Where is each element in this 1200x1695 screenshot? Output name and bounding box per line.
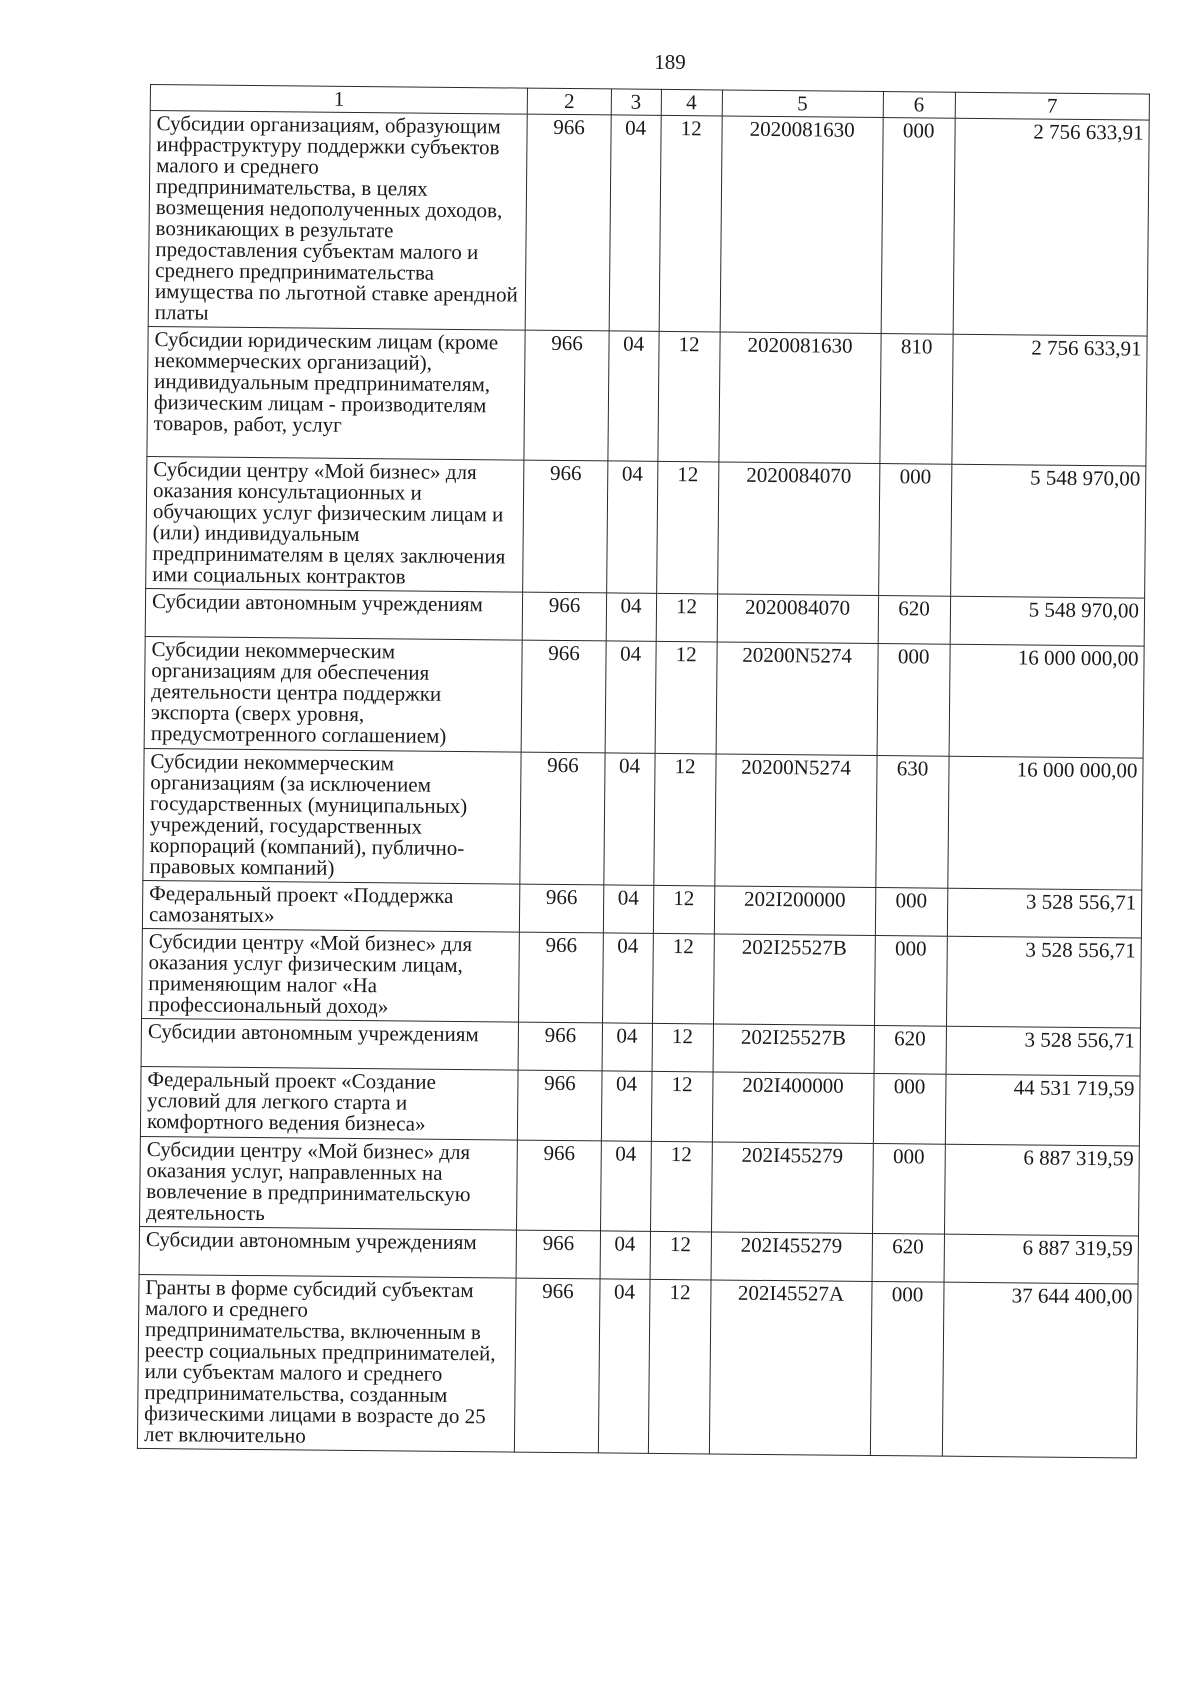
row-amount: 6 887 319,59 (944, 1144, 1139, 1236)
column-number: 3 (611, 89, 661, 115)
row-ministry-code: 966 (520, 752, 605, 885)
row-target-article-code: 20200N5274 (716, 642, 878, 756)
row-expense-type-code: 000 (877, 644, 950, 757)
row-description: Субсидии автономным учреждениям (141, 1018, 519, 1070)
row-target-article-code: 20200N5274 (714, 754, 876, 888)
row-subsection-code: 12 (651, 1071, 713, 1142)
row-subsection-code: 12 (652, 1023, 714, 1072)
row-description: Субсидии некоммерческим организациям для обеспечения деятельности центра поддержки экспорта (сверх уровня, предусмотренного соглашением) (144, 636, 522, 752)
row-section-code: 04 (602, 1023, 652, 1071)
table-row (142, 928, 1142, 1028)
column-number: 7 (955, 92, 1150, 120)
row-ministry-code: 966 (523, 460, 608, 593)
row-section-code: 04 (602, 933, 653, 1023)
table-row (144, 636, 1144, 758)
row-expense-type-code: 000 (873, 1073, 946, 1144)
row-description: Федеральный проект «Создание условий для легкого старта и комфортного ведения бизнеса» (140, 1066, 518, 1140)
row-description: Субсидии автономным учреждениям (145, 588, 523, 640)
row-amount: 2 756 633,91 (953, 118, 1149, 336)
row-description: Гранты в форме субсидий субъектам малого и среднего предпринимательства, включенным в реестр социальных предпринимателей, или субъектам малого и среднего предпринимательства, созданным физическими лицами в возрасте до 25 лет включительно (137, 1274, 516, 1452)
row-target-article-code: 2020084070 (717, 594, 878, 644)
row-section-code: 04 (609, 115, 661, 331)
row-expense-type-code: 000 (875, 888, 948, 937)
column-number: 6 (883, 92, 955, 119)
row-section-code: 04 (605, 641, 656, 753)
table-row (146, 456, 1146, 598)
row-subsection-code: 12 (656, 593, 718, 642)
row-amount: 37 644 400,00 (942, 1282, 1138, 1458)
row-section-code: 04 (598, 1279, 650, 1453)
row-ministry-code: 966 (518, 1070, 602, 1141)
row-target-article-code: 202I25527B (713, 1024, 874, 1074)
row-section-code: 04 (606, 461, 657, 593)
column-number: 1 (150, 85, 528, 115)
row-subsection-code: 12 (650, 1141, 712, 1232)
row-subsection-code: 12 (657, 331, 719, 462)
table-row (147, 326, 1147, 466)
row-target-article-code: 202I455279 (711, 1142, 873, 1234)
column-number: 2 (528, 88, 611, 115)
row-subsection-code: 12 (656, 461, 718, 594)
row-target-article-code: 2020081630 (719, 332, 881, 464)
row-subsection-code: 12 (652, 933, 714, 1024)
row-expense-type-code: 620 (872, 1233, 945, 1282)
table-row (137, 1274, 1138, 1458)
table-row (148, 111, 1149, 337)
row-expense-type-code: 620 (878, 596, 951, 645)
row-amount: 16 000 000,00 (949, 644, 1144, 758)
row-ministry-code: 966 (520, 884, 604, 933)
table-row (140, 1066, 1140, 1146)
row-target-article-code: 202I400000 (712, 1072, 874, 1144)
row-description: Субсидии центру «Мой бизнес» для оказания консультационных и обучающих услуг физическим лицам и (или) индивидуальным предпринимателям в целях заключения ими социальных контрактов (146, 456, 525, 592)
row-section-code: 04 (600, 1231, 650, 1279)
row-expense-type-code: 620 (874, 1025, 947, 1074)
row-description: Субсидии юридическим лицам (кроме некоммерческих организаций), индивидуальным предпринимателям, физическим лицам - производителям товаров, работ, услуг (147, 326, 526, 460)
row-subsection-code: 12 (653, 753, 715, 886)
row-section-code: 04 (606, 593, 656, 641)
column-number: 4 (661, 89, 722, 116)
row-ministry-code: 966 (524, 330, 608, 461)
row-description: Субсидии центру «Мой бизнес» для оказания услуг, направленных на вовлечение в предпринимательскую деятельность (140, 1136, 518, 1230)
row-section-code: 04 (603, 753, 654, 885)
budget-table-container (137, 84, 1150, 1459)
row-section-code: 04 (608, 331, 659, 461)
table-row (143, 748, 1143, 890)
row-description: Субсидии центру «Мой бизнес» для оказания услуг физическим лицам, применяющим налог «На профессиональный доход» (142, 928, 520, 1022)
row-ministry-code: 966 (526, 114, 611, 331)
row-ministry-code: 966 (523, 592, 607, 641)
row-target-article-code: 2020081630 (720, 116, 883, 334)
row-amount: 5 548 970,00 (950, 596, 1145, 646)
row-amount: 3 528 556,71 (946, 1026, 1141, 1076)
row-ministry-code: 966 (517, 1140, 601, 1231)
row-subsection-code: 12 (648, 1279, 711, 1454)
row-description: Субсидии некоммерческим организациям (за исключением государственных (муниципальных) учреждений, государственных корпораций (компаний), публично-правовых компаний) (143, 748, 522, 884)
row-ministry-code: 966 (515, 1278, 600, 1453)
row-expense-type-code: 000 (874, 935, 947, 1026)
row-expense-type-code: 000 (870, 1281, 944, 1456)
row-section-code: 04 (601, 1071, 652, 1141)
row-amount: 2 756 633,91 (952, 334, 1148, 466)
row-amount: 5 548 970,00 (950, 464, 1146, 598)
row-amount: 3 528 556,71 (946, 936, 1141, 1028)
page-number: 189 (654, 50, 686, 74)
row-subsection-code: 12 (653, 885, 715, 934)
table-row (140, 1136, 1140, 1236)
row-ministry-code: 966 (521, 640, 605, 753)
row-expense-type-code: 000 (881, 118, 955, 335)
row-target-article-code: 202I25527B (713, 934, 875, 1026)
row-amount: 6 887 319,59 (944, 1234, 1139, 1284)
row-section-code: 04 (603, 885, 653, 933)
row-ministry-code: 966 (516, 1230, 600, 1279)
row-target-article-code: 202I455279 (711, 1232, 872, 1282)
row-amount: 16 000 000,00 (948, 756, 1144, 890)
row-expense-type-code: 000 (878, 464, 951, 597)
column-number: 5 (722, 90, 883, 118)
row-ministry-code: 966 (519, 932, 603, 1023)
row-expense-type-code: 810 (879, 334, 952, 465)
row-expense-type-code: 630 (875, 756, 948, 889)
row-target-article-code: 202I200000 (714, 886, 875, 936)
row-subsection-code: 12 (655, 641, 717, 754)
row-amount: 3 528 556,71 (947, 888, 1142, 938)
row-description: Субсидии организациям, образующим инфраструктуру поддержки субъектов малого и среднего предпринимательства, в целях возмещения недополученных доходов, возникающих в результате предоставления субъектам малого и среднего предпринимательства имущества по льготной ставке арендной платы (148, 111, 527, 331)
row-description: Федеральный проект «Поддержка самозанятых» (142, 880, 520, 932)
row-section-code: 04 (600, 1141, 651, 1231)
row-ministry-code: 966 (518, 1022, 602, 1071)
row-target-article-code: 202I45527A (709, 1280, 872, 1456)
row-target-article-code: 2020084070 (717, 462, 879, 596)
row-description: Субсидии автономным учреждениям (139, 1226, 517, 1278)
row-subsection-code: 12 (650, 1231, 712, 1280)
row-expense-type-code: 000 (872, 1143, 945, 1234)
row-subsection-code: 12 (659, 115, 722, 332)
row-amount: 44 531 719,59 (945, 1074, 1140, 1146)
budget-table (137, 84, 1150, 1459)
